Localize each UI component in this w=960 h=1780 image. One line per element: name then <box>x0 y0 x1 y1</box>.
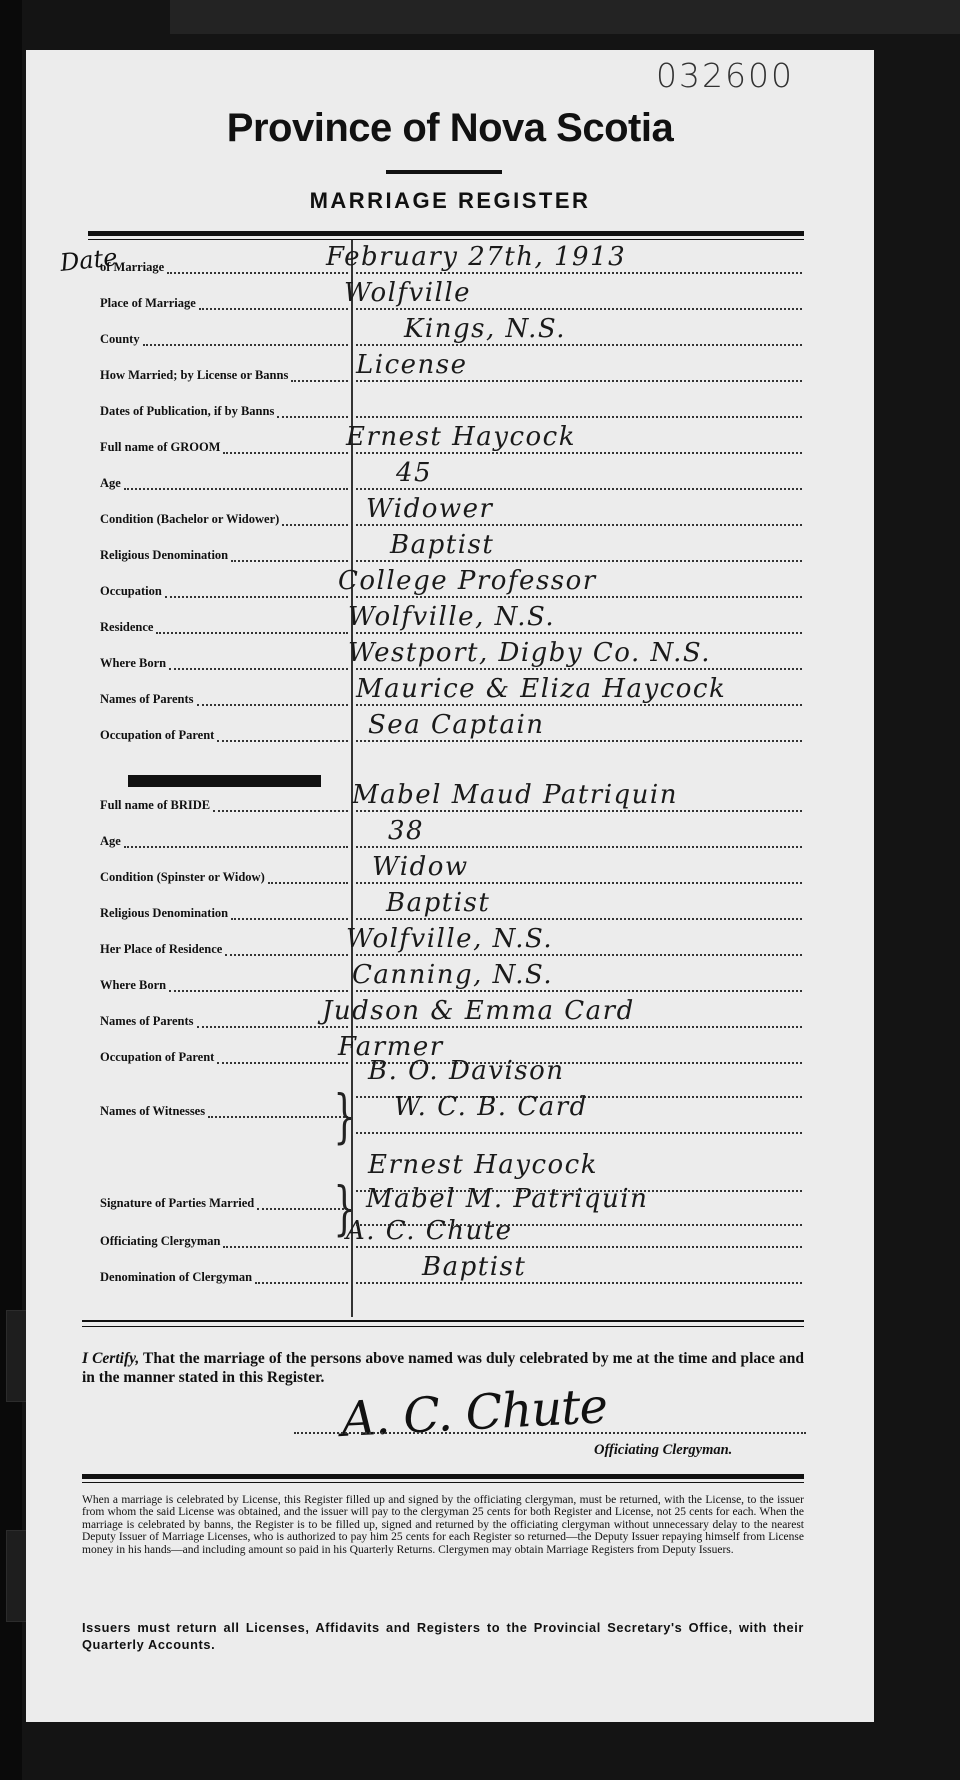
label-leader-dots <box>197 1026 349 1028</box>
groom-field-value: Kings, N.S. <box>404 314 567 344</box>
groom-field-label: Dates of Publication, if by Banns <box>100 404 275 418</box>
value-entry-line <box>356 882 802 884</box>
clergy-field-value: A. C. Chute <box>346 1216 513 1246</box>
groom-field-label: Occupation of Parent <box>100 728 215 742</box>
groom-field-label: County <box>100 332 140 346</box>
groom-field-value: Wolfville, N.S. <box>348 602 556 632</box>
bride-field-value: Wolfville, N.S. <box>346 924 554 954</box>
scan-top-border <box>170 0 960 34</box>
date-annotation: Date <box>58 243 119 277</box>
groom-field-label: Occupation <box>100 584 162 598</box>
label-leader-dots <box>223 452 348 454</box>
value-entry-line <box>356 272 802 274</box>
label-leader-dots <box>197 704 349 706</box>
value-entry-line <box>356 668 802 670</box>
bride-field-value: Baptist <box>386 888 491 918</box>
value-entry-line <box>356 380 802 382</box>
party-signature-value: Ernest Haycock <box>368 1150 598 1180</box>
bride-field-label: Religious Denomination <box>100 906 229 920</box>
value-entry-line <box>356 416 802 418</box>
clergy-field-label: Denomination of Clergyman <box>100 1270 253 1284</box>
groom-field-value: College Professor <box>338 566 597 596</box>
groom-field-value: 45 <box>396 458 433 488</box>
groom-field-label: of Marriage <box>100 260 165 274</box>
value-entry-line <box>356 344 802 346</box>
value-entry-line <box>356 560 802 562</box>
binder-tab <box>6 1530 28 1622</box>
label-leader-dots <box>223 1246 348 1248</box>
bride-field-label: Full name of BRIDE <box>100 798 211 812</box>
bride-field-label: Occupation of Parent <box>100 1050 215 1064</box>
title-divider <box>386 170 502 174</box>
document-subtitle: MARRIAGE REGISTER <box>309 188 591 213</box>
value-entry-line <box>356 308 802 310</box>
label-leader-dots <box>167 272 348 274</box>
groom-field-value: February 27th, 1913 <box>326 242 627 272</box>
value-entry-line <box>356 1132 802 1134</box>
value-entry-line <box>356 524 802 526</box>
witness-group-label: Names of Witnesses <box>100 1104 206 1118</box>
groom-field-value: Ernest Haycock <box>346 422 576 452</box>
witness-signature-value: B. O. Davison <box>368 1056 565 1086</box>
groom-field-label: Where Born <box>100 656 167 670</box>
groom-field-value: Wolfville <box>344 278 472 308</box>
label-leader-dots <box>156 632 348 634</box>
label-leader-dots <box>169 668 348 670</box>
label-leader-dots <box>291 380 348 382</box>
label-leader-dots <box>217 1062 348 1064</box>
section-rule <box>82 1320 804 1322</box>
clergy-field-label: Officiating Clergyman <box>100 1234 221 1248</box>
label-leader-dots <box>282 524 348 526</box>
label-leader-dots <box>208 1116 348 1118</box>
section-rule-thin <box>82 1326 804 1327</box>
party-group-label: Signature of Parties Married <box>100 1196 255 1210</box>
value-entry-line <box>356 918 802 920</box>
label-leader-dots <box>213 810 348 812</box>
bride-field-label: Names of Parents <box>100 1014 194 1028</box>
label-leader-dots <box>169 990 348 992</box>
bride-field-value: Widow <box>372 852 469 882</box>
label-leader-dots <box>143 344 348 346</box>
label-leader-dots <box>124 846 348 848</box>
label-leader-dots <box>277 416 348 418</box>
value-entry-line <box>356 632 802 634</box>
issuers-note: Issuers must return all Licenses, Affidavits and Registers to the Provincial Secretary's Office, with their Quarterly Accounts. <box>82 1620 804 1652</box>
bride-field-value: 38 <box>388 816 425 846</box>
certify-lead: I Certify, <box>82 1350 140 1367</box>
clergy-field-value: Baptist <box>422 1252 527 1282</box>
bride-field-label: Her Place of Residence <box>100 942 223 956</box>
header-rule <box>88 231 804 236</box>
groom-field-label: Names of Parents <box>100 692 194 706</box>
groom-field-label: Residence <box>100 620 154 634</box>
label-leader-dots <box>225 954 348 956</box>
bride-field-label: Where Born <box>100 978 167 992</box>
clergyman-signature: A. C. Chute <box>339 1378 609 1448</box>
scan-left-border <box>0 0 22 1780</box>
party-signature-value: Mabel M. Patriquin <box>366 1184 649 1214</box>
label-leader-dots <box>124 488 348 490</box>
groom-field-value: License <box>356 350 468 380</box>
value-entry-line <box>356 954 802 956</box>
return-instructions: When a marriage is celebrated by License, this Register filled up and signed by the officiating clergyman, must be returned, with the License, to the issuer from whom the said License was obtained, and the issuer will pay to the clergyman 25 cents for both Register and License, not 25 cents for each. When the marriage is celebrated by banns, the Register is to be filled up, signed and returned by the officiating clergyman without unnecessary delay to the nearest Deputy Issuer of Marriage Licenses, who is authorized to pay him 25 cents for each Register so returned—the Deputy Issuer repaying himself from License money in his hands—and including amount so paid in his Quarterly Returns. Clergymen may obtain Marriage Registers from Deputy Issuers. <box>82 1494 804 1556</box>
groom-field-label: Condition (Bachelor or Widower) <box>100 512 280 526</box>
parties-brace: } <box>333 1174 356 1242</box>
value-entry-line <box>356 990 802 992</box>
groom-field-label: Age <box>100 476 121 490</box>
label-leader-dots <box>165 596 348 598</box>
certification-statement <box>82 1350 804 1387</box>
groom-field-value: Widower <box>366 494 494 524</box>
label-leader-dots <box>199 308 348 310</box>
bride-field-value: Mabel Maud Patriquin <box>352 780 678 810</box>
column-divider <box>351 240 353 1317</box>
groom-field-value: Sea Captain <box>368 710 545 740</box>
bride-field-label: Condition (Spinster or Widow) <box>100 870 265 884</box>
bride-field-value: Farmer <box>338 1032 444 1062</box>
groom-field-value: Westport, Digby Co. N.S. <box>348 638 712 668</box>
witness-signature-value: W. C. B. Card <box>394 1092 588 1122</box>
witness-brace: } <box>333 1082 356 1150</box>
marriage-register-form <box>26 50 874 1722</box>
bride-field-value: Canning, N.S. <box>352 960 554 990</box>
value-entry-line <box>356 488 802 490</box>
notice-rule <box>82 1474 804 1479</box>
value-entry-line <box>356 1282 802 1284</box>
serial-number: 032600 <box>656 56 794 95</box>
label-leader-dots <box>231 918 348 920</box>
binder-tab <box>6 1310 28 1402</box>
value-entry-line <box>356 1224 802 1226</box>
groom-field-label: Place of Marriage <box>100 296 196 310</box>
groom-field-label: Religious Denomination <box>100 548 229 562</box>
label-leader-dots <box>231 560 348 562</box>
document-title: Province of Nova Scotia <box>226 106 674 150</box>
groom-field-label: How Married; by License or Banns <box>100 368 289 382</box>
bride-section-bar <box>128 775 321 787</box>
value-entry-line <box>356 704 802 706</box>
groom-field-value: Maurice & Eliza Haycock <box>356 674 727 704</box>
value-entry-line <box>356 452 802 454</box>
label-leader-dots <box>268 882 348 884</box>
groom-field-value: Baptist <box>390 530 495 560</box>
signature-caption: Officiating Clergyman. <box>594 1442 733 1458</box>
value-entry-line <box>356 1246 802 1248</box>
bride-field-value: Judson & Emma Card <box>322 996 635 1026</box>
label-leader-dots <box>255 1282 348 1284</box>
value-entry-line <box>356 846 802 848</box>
value-entry-line <box>356 810 802 812</box>
header-rule-thin <box>88 239 804 240</box>
notice-rule-thin <box>82 1482 804 1483</box>
bride-field-label: Age <box>100 834 121 848</box>
label-leader-dots <box>217 740 348 742</box>
value-entry-line <box>356 1026 802 1028</box>
certify-text: That the marriage of the persons above named was duly celebrated by me at the time and place and in the manner stated in this Register. <box>82 1350 804 1386</box>
groom-field-label: Full name of GROOM <box>100 440 221 454</box>
value-entry-line <box>356 596 802 598</box>
signature-line <box>294 1432 806 1434</box>
value-entry-line <box>356 740 802 742</box>
